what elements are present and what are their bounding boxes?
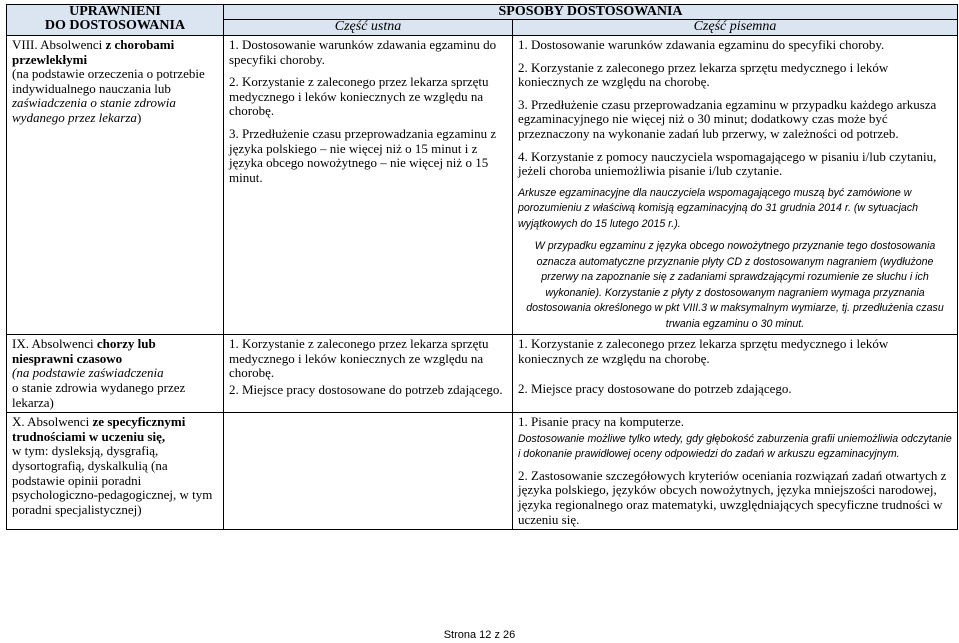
row-x-written xyxy=(513,413,958,530)
list-item: 3. Przedłużenie czasu przeprowadzania egzaminu w przypadku każdego arkusza egzaminacyjnego nie więcej niż o 30 minut; dodatkowy czas może być przeznaczony na wykonanie zadań lub przerwy, w zależności od potrzeb. xyxy=(518,96,937,141)
note-computer: Dostosowanie możliwe tylko wtedy, gdy głębokość zaburzenia grafii uniemożliwia odczytanie i dokonanie prawidłowej oceny odpowiedzi do zadań w arkuszu egzaminacyjnym. xyxy=(518,432,952,461)
row-viii-written xyxy=(513,36,958,335)
list-item: 2. Zastosowanie szczegółowych kryteriów oceniania rozwiązań zadań otwartych z języka polskiego, języków obcych nowożytnych, języka mniejszości narodowej, języka regionalnego oraz matematyki, uwzględniających specyficzne trudności w uczeniu się. xyxy=(518,467,947,527)
entitled-title-line2: DO DOSTOSOWANIA xyxy=(44,18,186,33)
page-number: Strona 12 z 26 xyxy=(443,629,516,641)
row-ix-group: IX. Absolwenci chorzy lub niesprawni czasowo (na podstawie zaświadczenia o stanie zdrowia wydanego przez lekarza) xyxy=(7,335,224,413)
row-ix-oral xyxy=(224,335,513,413)
list-item: 1. Korzystanie z zaleconego przez lekarza sprzętu medycznego i leków koniecznych ze względu na chorobę. xyxy=(518,336,889,366)
oral-header: Część ustna xyxy=(224,20,513,36)
row-viii-group: VIII. Absolwenci z chorobami przewlekłymi (na podstawie orzeczenia o potrzebie indywidualnego nauczania lub zaświadczenia o stanie zdrowia wydanego przez lekarza) xyxy=(7,36,224,335)
list-item: 1. Pisanie pracy na komputerze. xyxy=(518,414,685,430)
row-ix xyxy=(7,335,958,413)
written-header: Część pisemna xyxy=(513,20,958,36)
row-viii-oral xyxy=(224,36,513,335)
row-ix-written xyxy=(513,335,958,413)
header-row xyxy=(7,5,958,20)
methods-header: SPOSOBY DOSTOSOWANIA xyxy=(224,5,958,20)
list-item: 3. Przedłużenie czasu przeprowadzania egzaminu z języka polskiego – nie więcej niż o 15 minut i z języka obcego nowożytnego – nie więcej niż o 15 minut. xyxy=(229,125,497,185)
list-item: 2. Korzystanie z zaleconego przez lekarza sprzętu medycznego i leków koniecznych ze względu na chorobę. xyxy=(229,74,489,119)
entitled-header xyxy=(7,5,224,36)
row-viii xyxy=(7,36,958,335)
note-teacher-sheets: Arkusze egzaminacyjne dla nauczyciela wspomagającego muszą być zamówione w porozumieniu z właściwą komisją egzaminacyjną do 31 grudnia 2014 r. (w sytuacjach wyjątkowych do 15 lutego 2015 r.). xyxy=(518,186,919,230)
list-item: 1. Dostosowanie warunków zdawania egzaminu do specyfiki choroby. xyxy=(229,37,497,67)
list-item: 2. Miejsce pracy dostosowane do potrzeb zdającego. xyxy=(229,382,503,398)
list-item: 2. Miejsce pracy dostosowane do potrzeb zdającego. xyxy=(518,381,792,397)
list-item: 2. Korzystanie z zaleconego przez lekarza sprzętu medycznego i leków koniecznych ze względu na chorobę. xyxy=(518,59,889,90)
row-x xyxy=(7,413,958,530)
list-item: 1. Dostosowanie warunków zdawania egzaminu do specyfiki choroby. xyxy=(518,37,885,52)
row-x-group: X. Absolwenci ze specyficznymi trudnościami w uczeniu się, w tym: dysleksją, dysgrafią, dysortografią, dyskalkulią (na podstawie opinii poradni psychologiczno-pedagogicznej, w tym poradni specjalistycznej) xyxy=(7,413,224,530)
list-item: 4. Korzystanie z pomocy nauczyciela wspomagającego w pisaniu i/lub czytaniu, jeżeli choroba uniemożliwia pisanie i/lub czytanie. xyxy=(518,148,937,179)
accommodations-table xyxy=(6,4,958,530)
row-x-oral xyxy=(224,413,513,530)
note-cd-recording: W przypadku egzaminu z języka obcego nowożytnego przyznanie tego dostosowania oznacza automatyczne przyznanie płyty CD z dostosowanym nagraniem (wydłużone przerwy na zapoznanie się z zadaniami sprawdzającymi rozumienie ze słuchu i ich wykonanie). Korzystanie z płyty z dostosowanym nagraniem wymaga przyznania dostosowania określonego w pkt VIII.3 w maksymalnym wymiarze, tj. przedłużenia czasu trwania egzaminu o 30 minut. xyxy=(526,240,944,330)
entitled-title-line1: UPRAWNIENI xyxy=(69,4,161,19)
list-item: 1. Korzystanie z zaleconego przez lekarza sprzętu medycznego i leków koniecznych ze względu na chorobę. xyxy=(229,336,489,381)
